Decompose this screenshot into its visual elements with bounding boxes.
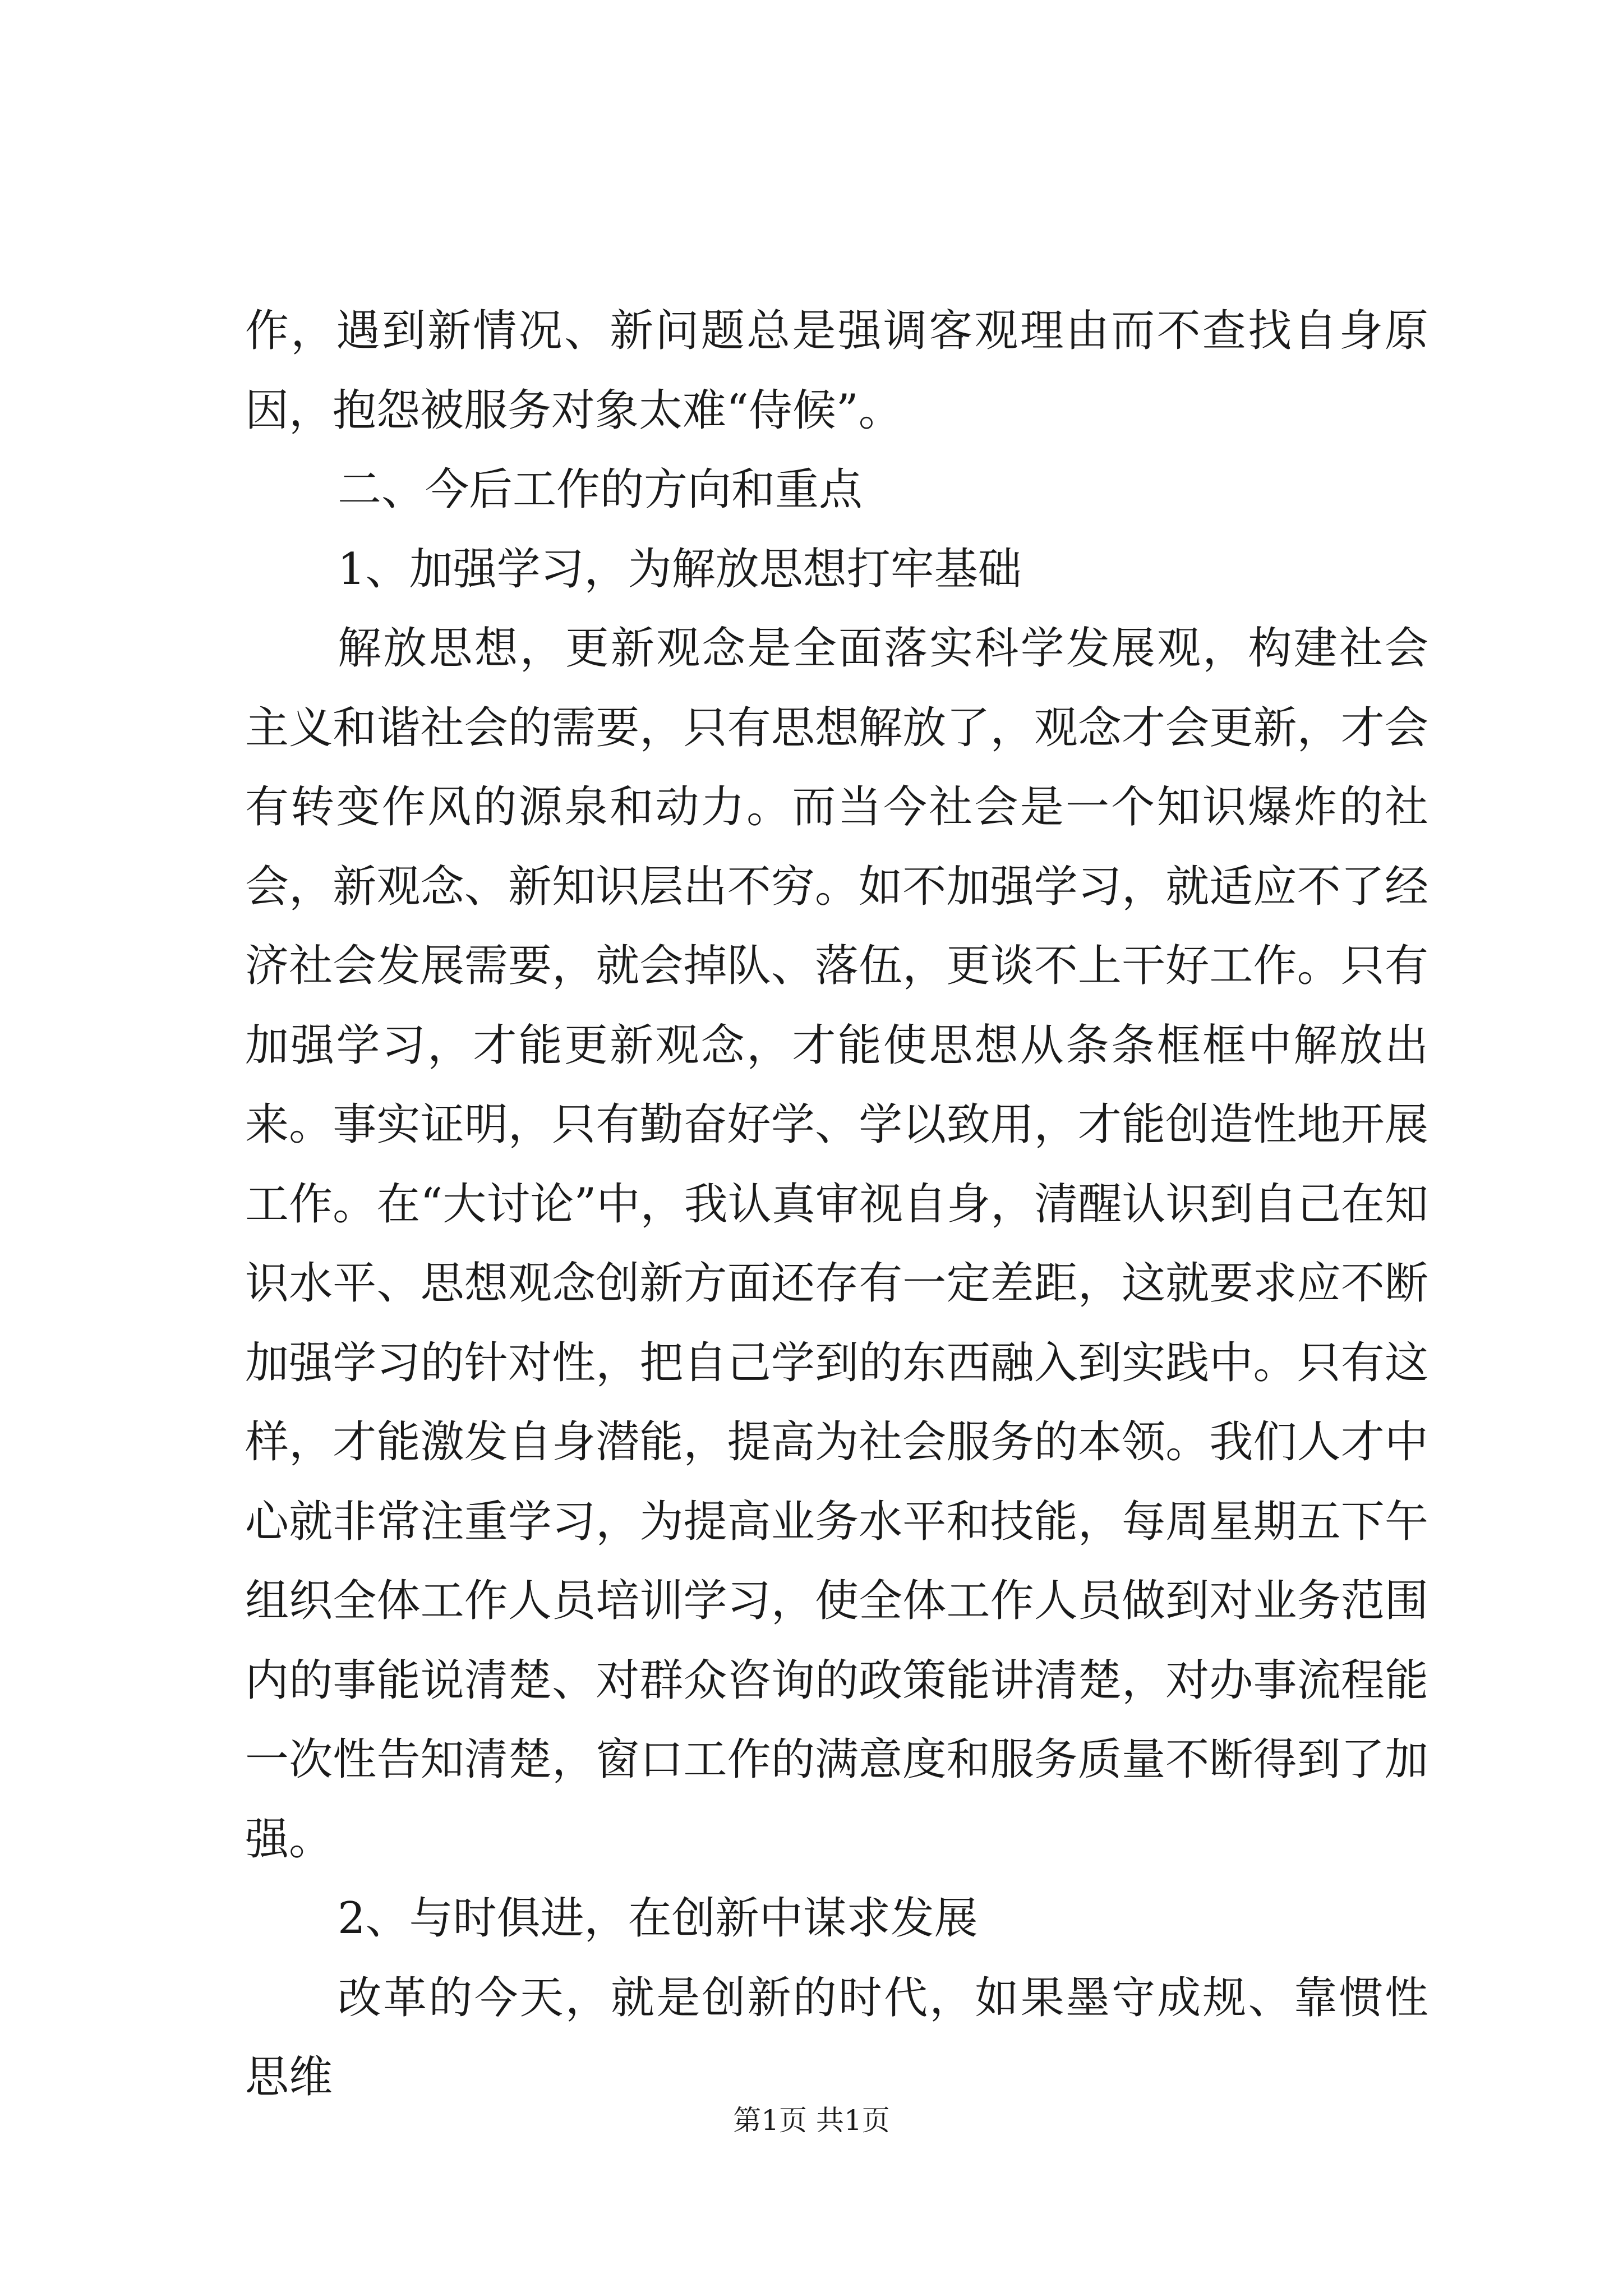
section-heading: 二、今后工作的方向和重点 <box>338 464 863 515</box>
document-body <box>245 292 1428 2118</box>
subsection-heading-2: 2、与时俱进，在创新中谋求发展 <box>338 1893 978 1944</box>
subsection-heading-1: 1、加强学习，为解放思想打牢基础 <box>338 544 1022 595</box>
page-footer: 第1页 共1页 <box>733 2104 890 2137</box>
paragraph-continuation: 作，遇到新情况、新问题总是强调客观理由而不查找自身原因，抱怨被服务对象太难“侍候”。 <box>245 306 1428 436</box>
body-paragraph: 解放思想，更新观念是全面落实科学发展观，构建社会主义和谐社会的需要，只有思想解放了，观念才会更新，才会有转变作风的源泉和动力。而当今社会是一个知识爆炸的社会，新观念、新知识层出不穷。如不加强学习，就适应不了经济社会发展需要，就会掉队、落伍，更谈不上干好工作。只有加强学习，才能更新观念，才能使思想从条条框框中解放出来。事实证明，只有勤奋好学、学以致用，才能创造性地开展工作。在“大讨论”中，我认真审视自身，清醒认识到自己在知识水平、思想观念创新方面还存有一定差距，这就要求应不断加强学习的针对性，把自己学到的东西融入到实践中。只有这样，才能激发自身潜能，提高为社会服务的本领。我们人才中心就非常注重学习，为提高业务水平和技能，每周星期五下午组织全体工作人员培训学习，使全体工作人员做到对业务范围内的事能说清楚、对群众咨询的政策能讲清楚，对办事流程能一次性告知清楚，窗口工作的满意度和服务质量不断得到了加强。 <box>245 623 1428 1865</box>
body-paragraph-partial: 改革的今天，就是创新的时代，如果墨守成规、靠惯性思维 <box>245 1972 1428 2102</box>
